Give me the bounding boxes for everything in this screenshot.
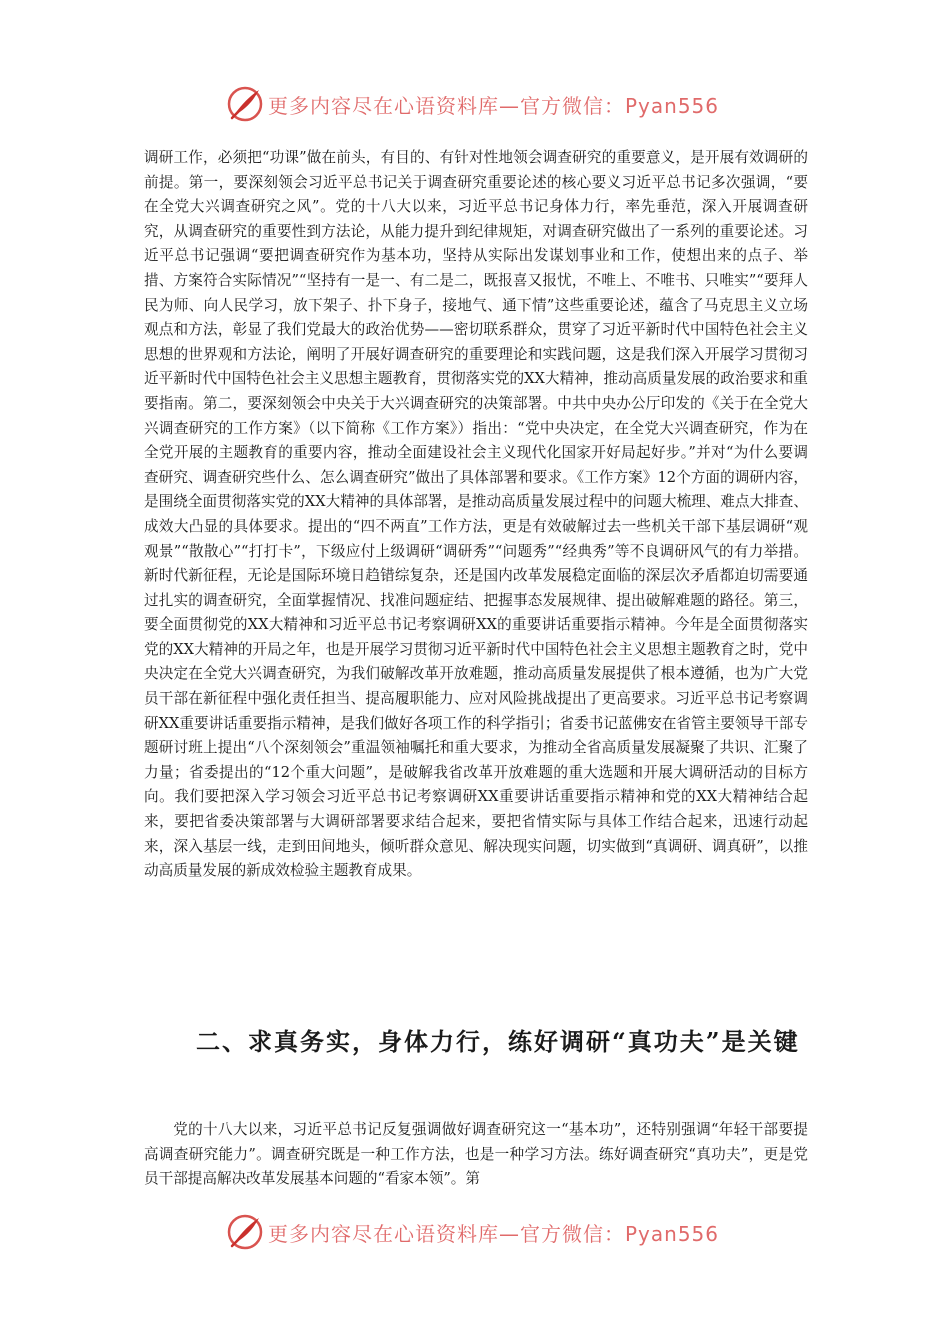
- watermark-text: 更多内容尽在心语资料库—官方微信：Pyan556: [268, 93, 720, 118]
- section-heading: 二、求真务实，身体力行，练好调研“真功夫”是关键: [196, 1027, 800, 1056]
- paragraph-text: 调研工作，必须把“功课”做在前头，有目的、有针对性地领会调查研究的重要意义，是开展有效调研的前提。第一，要深刻领会习近平总书记关于调查研究重要论述的核心要义习近平总书记多次强调，“要在全党大兴调查研究之风”。党的十八大以来，习近平总书记身体力行，率先垂范，深入开展调查研究，从调查研究的重要性到方法论，从能力提升到纪律规矩，对调查研究做出了一系列的重要论述。习近平总书记强调“要把调查研究作为基本功，坚持从实际出发谋划事业和工作，使想出来的点子、举措、方案符合实际情况”“坚持有一是一、有二是二，既报喜又报忧，不唯上、不唯书、只唯实”“要拜人民为师、向人民学习，放下架子、扑下身子，接地气、通下情”这些重要论述，蕴含了马克思主义立场观点和方法，彰显了我们党最大的政治优势——密切联系群众，贯穿了习近平新时代中国特色社会主义思想的世界观和方法论，阐明了开展好调查研究的重要理论和实践问题，这是我们深入开展学习贯彻习近平新时代中国特色社会主义思想主题教育，贯彻落实党的XX大精神，推动高质量发展的政治要求和重要指南。第二，要深刻领会中央关于大兴调查研究的决策部署。中共中央办公厅印发的《关于在全党大兴调查研究的工作方案》（以下简称《工作方案》）指出：“党中央决定，在全党大兴调查研究，作为在全党开展的主题教育的重要内容，推动全面建设社会主义现代化国家开好局起好步。”并对“为什么要调查研究、调查研究些什么、怎么调查研究”做出了具体部署和要求。《工作方案》12个方面的调研内容，是围绕全面贯彻落实党的XX大精神的具体部署，是推动高质量发展过程中的问题大梳理、难点大排查、成效大凸显的具体要求。提出的“四不两直”工作方法，更是有效破解过去一些机关干部下基层调研“观观景”“散散心”“打打卡”，下级应付上级调研“调研秀”“问题秀”“经典秀”等不良调研风气的有力举措。新时代新征程，无论是国际环境日趋错综复杂，还是国内改革发展稳定面临的深层次矛盾都迫切需要通过扎实的调查研究，全面掌握情况、找准问题症结、把握事态发展规律、提出破解难题的路径。第三，要全面贯彻党的XX大精神和习近平总书记考察调研XX的重要讲话重要指示精神。今年是全面贯彻落实党的XX大精神的开局之年，也是开展学习贯彻习近平新时代中国特色社会主义思想主题教育之时，党中央决定在全党大兴调查研究，为我们破解改革开放难题，推动高质量发展提供了根本遵循，也为广大党员干部在新征程中强化责任担当、提高履职能力、应对风险挑战提出了更高要求。习近平总书记考察调研XX重要讲话重要指示精神，是我们做好各项工作的科学指引；省委书记蓝佛安在省管主要领导干部专题研讨班上提出“八个深刻领会”重温领袖嘱托和重大要求，为推动全省高质量发展凝聚了共识、汇聚了力量；省委提出的“12个重大问题”，是破解我省改革开放难题的重大选题和开展大调研活动的目标方向。我们要把深入学习领会习近平总书记考察调研XX重要讲话重要指示精神和党的XX大精神结合起来，要把省委决策部署与大调研部署要求结合起来，要把省情实际与具体工作结合起来，迅速行动起来，深入基层一线，走到田间地头，倾听群众意见、解决现实问题，切实做到“真调研、调真研”，以推动高质量发展的新成效检验主题教育成果。: [144, 149, 808, 880]
- body-paragraph-2: 党的十八大以来，习近平总书记反复强调做好调查研究这一“基本功”，还特别强调“年轻干部要提高调查研究能力”。调查研究既是一种工作方法，也是一种学习方法。练好调查研究“真功夫”，更是党员干部提高解决改革发展基本问题的“看家本领”。第: [144, 1121, 808, 1188]
- watermark-text: 更多内容尽在心语资料库—官方微信：Pyan556: [268, 1221, 720, 1246]
- header-watermark-banner: [226, 84, 726, 124]
- feather-pen-icon: [226, 85, 264, 123]
- body-paragraph-1: [144, 146, 808, 884]
- footer-watermark-banner: [226, 1212, 726, 1252]
- feather-pen-icon: [226, 1213, 264, 1251]
